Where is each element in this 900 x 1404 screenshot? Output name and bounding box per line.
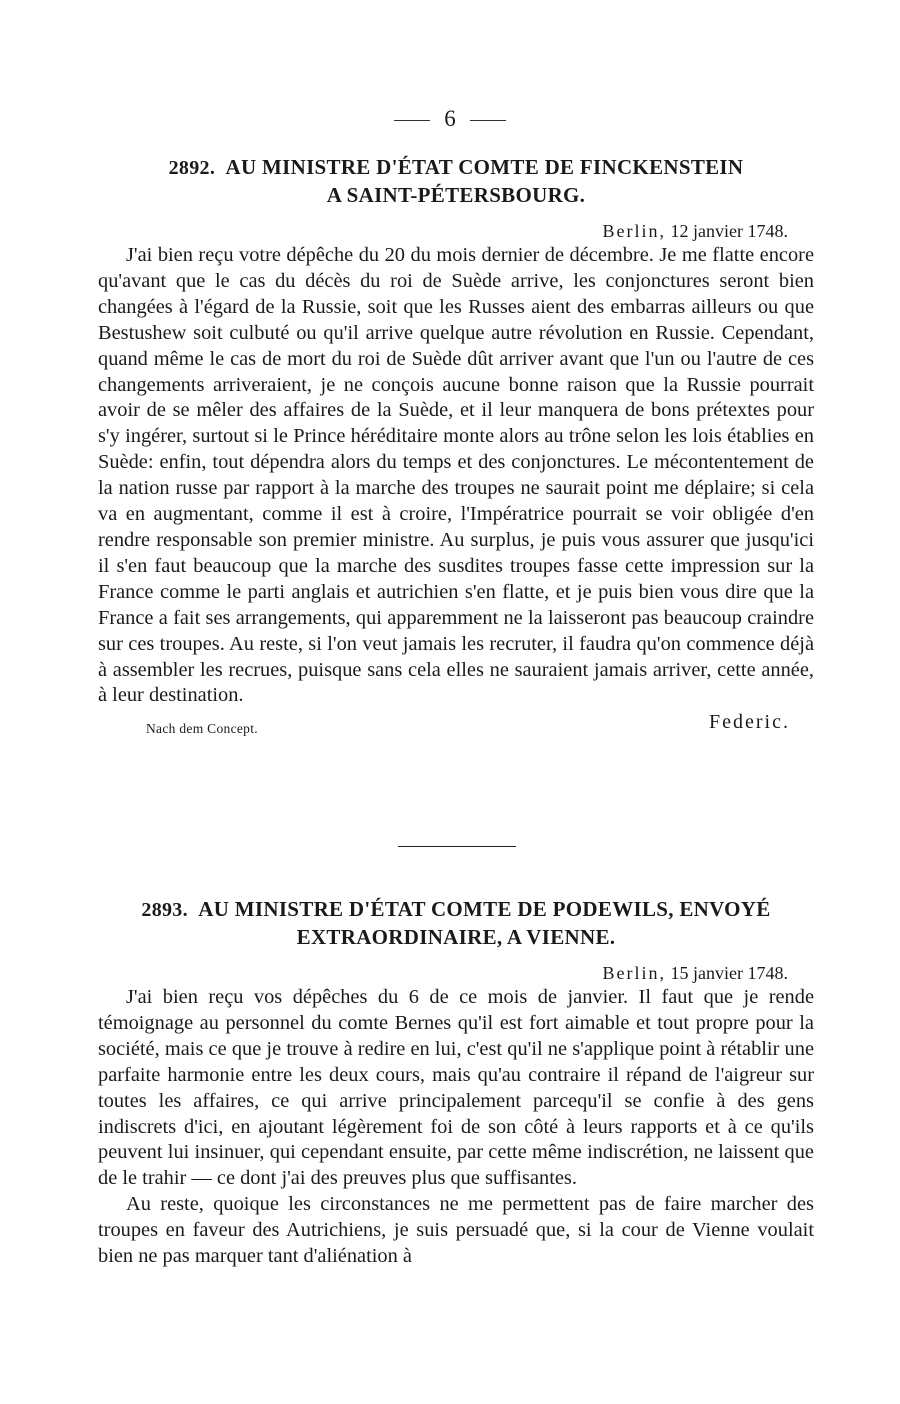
letter-2893 bbox=[98, 896, 814, 1270]
page-number-dash-left bbox=[394, 120, 430, 121]
letter-2892 bbox=[98, 154, 814, 739]
letter-dateline bbox=[98, 219, 814, 243]
date-place: Berlin, bbox=[602, 221, 667, 241]
page-number-value: 6 bbox=[444, 106, 456, 131]
letter-paragraph: Au reste, quoique les circonstances ne me permettent pas de faire marcher des troupes en faveur des Autrichiens, je suis persuadé que, si la cour de Vienne voulait bien ne pas marquer tant d'aliénation à bbox=[98, 1193, 814, 1268]
page-number bbox=[0, 106, 900, 132]
source-note: Nach dem Concept. bbox=[146, 721, 258, 737]
letter-separator-rule bbox=[398, 846, 516, 847]
letter-heading-line2: A SAINT-PÉTERSBOURG. bbox=[326, 183, 586, 207]
letter-paragraph: J'ai bien reçu vos dépêches du 6 de ce mois de janvier. Il faut que je rende témoignage au personnel du comte Bernes qu'il est fort aimable et tout propre pour la société, mais ce que je trouve à redire en lui, c'est qu'il ne s'applique point à rétablir une parfaite harmonie entre les deux cours, mais qu'au contraire il répand de l'aigreur sur toutes les affaires, ce qui arrive principalement parcequ'il se confie à des gens indiscrets d'ici, en ajoutant légèrement foi de son côté à leurs rapports et à ce qu'ils peuvent lui insinuer, qui cependant ensuite, par cette même indiscrétion, ne laissent que de le trahir — ce dont j'ai des preuves plus que suffisantes. bbox=[98, 986, 814, 1190]
signature-row bbox=[98, 709, 814, 739]
date-place: Berlin, bbox=[602, 963, 667, 983]
date-value: 12 janvier 1748. bbox=[670, 221, 788, 241]
letter-number: 2892. bbox=[168, 157, 216, 179]
letter-heading bbox=[98, 154, 814, 209]
date-value: 15 janvier 1748. bbox=[670, 963, 788, 983]
page-number-dash-right bbox=[470, 120, 506, 121]
signature: Federic. bbox=[709, 711, 790, 734]
letter-heading bbox=[98, 896, 814, 951]
letter-paragraph: J'ai bien reçu votre dépêche du 20 du mois dernier de décembre. Je me flatte encore qu'avant que le cas du décès du roi de Suède arrive, les conjonctures seront bien changées à l'égard de la Russie, soit que les Russes aient des embarras ailleurs ou que Bestushew soit culbuté ou qu'il arrive quelque autre révolution en Russie. Cependant, quand même le cas de mort du roi de Suède dût arriver avant que l'un ou l'autre de ces changements arriveraient, je ne conçois aucune bonne raison que la Russie pourrait avoir de se mêler des affaires de la Suède, et il leur manquera de bons prétextes pour s'y ingérer, surtout si le Prince héréditaire monte alors au trône selon les lois établies en Suède: enfin, tout dépendra alors du temps et des conjonctures. Le mécontentement de la nation russe par rapport à la marche des troupes ne saurait point me déplaire; si cela va en augmentant, comme il est à croire, l'Impératrice pourrait se voir obligée d'en rendre responsable son premier ministre. Au surplus, je puis vous assurer que jusqu'ici il s'en faut beaucoup que la marche des susdites troupes fasse cette impression sur la France comme le parti anglais et autrichien s'en flatte, et je puis bien vous dire que la France a fait ses arrangements, qui apparemment ne la laisseront pas beaucoup craindre sur ces troupes. Au reste, si l'on veut jamais les recruter, il faudra qu'on commence déjà à assembler les recrues, puisque sans cela elles ne sauraient jamais arriver, cette année, à leur destination. bbox=[98, 244, 814, 707]
letter-number: 2893. bbox=[141, 899, 188, 921]
letter-heading-line1: AU MINISTRE D'ÉTAT COMTE DE PODEWILS, ENVOYÉ bbox=[198, 897, 771, 921]
letter-heading-line1: AU MINISTRE D'ÉTAT COMTE DE FINCKENSTEIN bbox=[225, 155, 744, 179]
letter-heading-line2: EXTRAORDINAIRE, A VIENNE. bbox=[296, 925, 616, 949]
letter-dateline bbox=[98, 961, 814, 985]
